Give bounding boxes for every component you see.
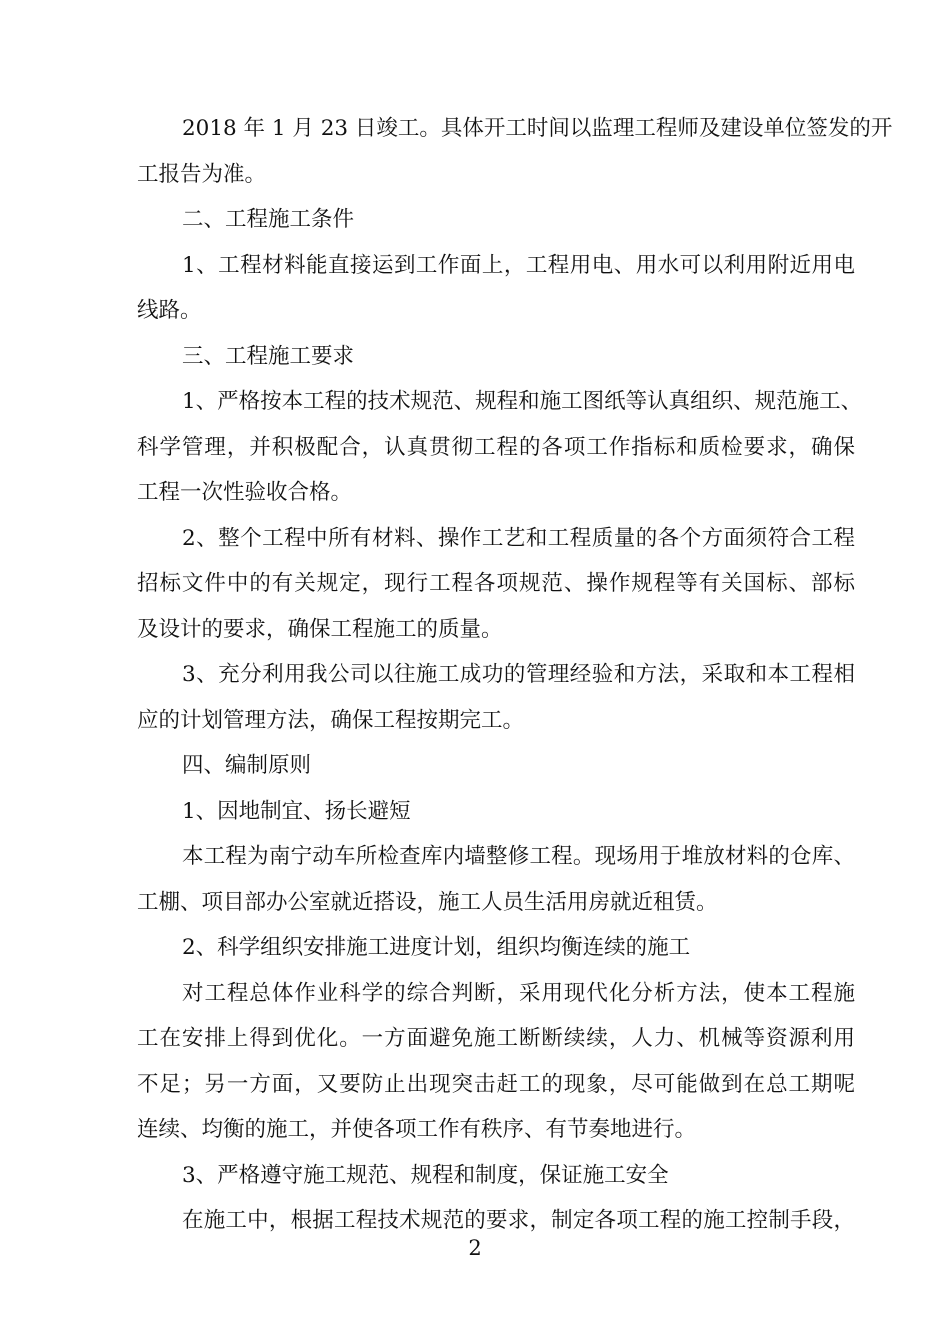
paragraph-line: 2、科学组织安排施工进度计划，组织均衡连续的施工	[182, 935, 691, 960]
section-heading	[137, 789, 855, 835]
paragraph-line: 线路。	[137, 298, 202, 323]
paragraph-line: 2018 年 1 月 23 日竣工。具体开工时间以监理工程师及建设单位签发的开	[182, 116, 893, 141]
paragraph-line: 对工程总体作业科学的综合判断，采用现代化分析方法，使本工程施	[182, 980, 855, 1006]
paragraph-line: 3、严格遵守施工规范、规程和制度，保证施工安全	[182, 1162, 669, 1188]
paragraph-line: 应的计划管理方法，确保工程按期完工。	[137, 707, 525, 733]
paragraph-line: 1、工程材料能直接运到工作面上，工程用电、用水可以利用附近用电	[182, 252, 855, 278]
paragraph-line: 三、工程施工要求	[182, 343, 355, 369]
paragraph-line: 1、严格按本工程的技术规范、规程和施工图纸等认真组织、规范施工、	[182, 389, 863, 414]
paragraph-line: 工在安排上得到优化。一方面避免施工断断续续，人力、机械等资源利用	[137, 1026, 855, 1051]
paragraph-line: 在施工中，根据工程技术规范的要求，制定各项工程的施工控制手段，	[182, 1208, 855, 1233]
section-heading	[137, 197, 855, 243]
paragraph-line: 二、工程施工条件	[182, 207, 355, 232]
section-heading	[137, 334, 855, 380]
section-heading	[137, 743, 855, 789]
page-number: 2	[468, 1236, 482, 1260]
paragraph-line: 1、因地制宜、扬长避短	[182, 798, 411, 824]
paragraph-line: 工程一次性验收合格。	[137, 480, 353, 505]
section-heading	[137, 925, 855, 971]
paragraph-line: 本工程为南宁动车所检查库内墙整修工程。现场用于堆放材料的仓库、	[182, 844, 855, 869]
paragraph-line: 科学管理，并积极配合，认真贯彻工程的各项工作指标和质检要求，确保	[137, 434, 855, 460]
paragraph-line: 工棚、项目部办公室就近搭设，施工人员生活用房就近租赁。	[137, 889, 718, 915]
paragraph-line: 连续、均衡的施工，并使各项工作有秩序、有节奏地进行。	[137, 1117, 697, 1142]
paragraph-line: 及设计的要求，确保工程施工的质量。	[137, 616, 503, 642]
paragraph-line: 不足；另一方面，又要防止出现突击赶工的现象，尽可能做到在总工期呢	[137, 1071, 855, 1097]
paragraph	[137, 516, 855, 653]
paragraph	[137, 652, 855, 743]
document-body	[137, 106, 893, 1244]
paragraph-line: 四、编制原则	[182, 753, 312, 778]
paragraph-line: 工报告为准。	[137, 161, 267, 187]
paragraph	[137, 379, 863, 516]
paragraph	[137, 834, 855, 925]
paragraph	[137, 106, 893, 197]
paragraph-line: 3、充分利用我公司以往施工成功的管理经验和方法，采取和本工程相	[182, 662, 855, 687]
paragraph	[137, 243, 855, 334]
paragraph	[137, 971, 855, 1153]
paragraph-line: 招标文件中的有关规定，现行工程各项规范、操作规程等有关国标、部标	[137, 571, 855, 596]
section-heading	[137, 1153, 855, 1199]
paragraph-line: 2、整个工程中所有材料、操作工艺和工程质量的各个方面须符合工程	[182, 525, 855, 551]
